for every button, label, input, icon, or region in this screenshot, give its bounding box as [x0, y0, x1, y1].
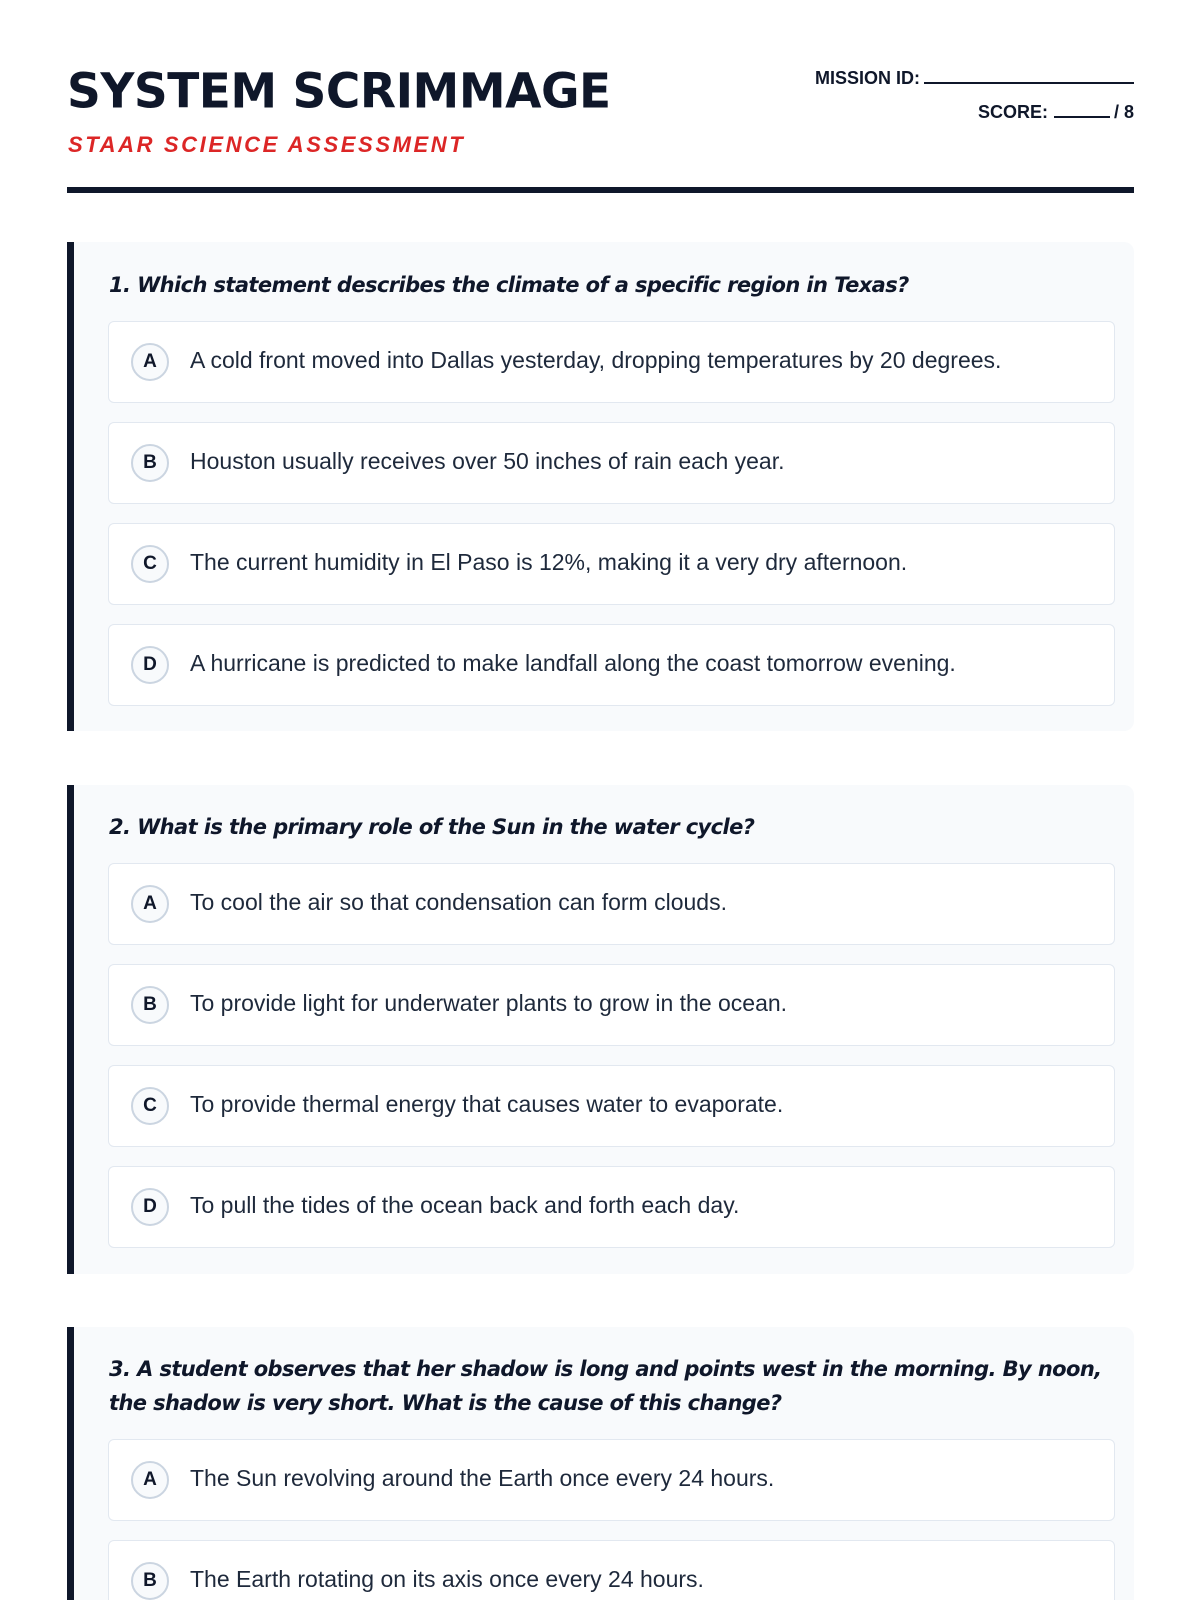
question-text: 3. A student observes that her shadow is long and points west in the morning. By noon, the shadow is very short. What is the cause of this change?: [109, 1357, 1102, 1415]
question-card-2: [67, 785, 1134, 1274]
option-letter-badge: D: [131, 646, 169, 684]
option-letter-badge: A: [131, 1461, 169, 1499]
option-text: The current humidity in El Paso is 12%, making it a very dry afternoon.: [190, 548, 908, 575]
option-text: To provide thermal energy that causes water to evaporate.: [190, 1090, 784, 1117]
answer-option-a[interactable]: [108, 321, 1115, 403]
question-card-1: [67, 242, 1134, 731]
option-text: A cold front moved into Dallas yesterday, dropping temperatures by 20 degrees.: [190, 346, 1002, 373]
option-letter-badge: C: [131, 1087, 169, 1125]
option-letter-badge: B: [131, 444, 169, 482]
option-letter-badge: B: [131, 1562, 169, 1600]
score-total: / 8: [1113, 102, 1134, 122]
option-text: Houston usually receives over 50 inches of rain each year.: [190, 447, 785, 474]
option-text: A hurricane is predicted to make landfall along the coast tomorrow evening.: [190, 649, 956, 676]
answer-option-c[interactable]: [108, 523, 1115, 605]
question-text: 2. What is the primary role of the Sun in the water cycle?: [109, 815, 755, 839]
option-text: To pull the tides of the ocean back and forth each day.: [190, 1191, 740, 1218]
option-letter-badge: A: [131, 343, 169, 381]
answer-option-d[interactable]: [108, 1166, 1115, 1248]
option-text: The Sun revolving around the Earth once every 24 hours.: [190, 1464, 775, 1491]
score-field[interactable]: [978, 102, 1134, 123]
page-subtitle: STAAR SCIENCE ASSESSMENT: [68, 132, 466, 157]
mission-id-blank[interactable]: [924, 70, 1134, 84]
option-text: To provide light for underwater plants to grow in the ocean.: [190, 989, 788, 1016]
mission-id-field[interactable]: [815, 68, 1134, 89]
header-divider: [67, 187, 1134, 193]
answer-option-b[interactable]: [108, 964, 1115, 1046]
answer-option-d[interactable]: [108, 624, 1115, 706]
answer-option-b[interactable]: [108, 1540, 1115, 1600]
option-letter-badge: C: [131, 545, 169, 583]
answer-option-a[interactable]: [108, 863, 1115, 945]
question-text: 1. Which statement describes the climate of a specific region in Texas?: [109, 273, 909, 297]
worksheet-header: [67, 62, 1134, 194]
mission-id-label: MISSION ID:: [814, 68, 920, 88]
answer-option-a[interactable]: [108, 1439, 1115, 1521]
option-letter-badge: D: [131, 1188, 169, 1226]
answer-option-b[interactable]: [108, 422, 1115, 504]
score-blank[interactable]: [1054, 104, 1110, 118]
answer-option-c[interactable]: [108, 1065, 1115, 1147]
option-text: To cool the air so that condensation can form clouds.: [190, 888, 727, 915]
page-title: SYSTEM SCRIMMAGE: [67, 63, 611, 120]
option-letter-badge: A: [131, 885, 169, 923]
question-card-3: [67, 1327, 1134, 1600]
option-text: The Earth rotating on its axis once every 24 hours.: [190, 1565, 704, 1592]
score-label: SCORE:: [977, 102, 1048, 122]
option-letter-badge: B: [131, 986, 169, 1024]
